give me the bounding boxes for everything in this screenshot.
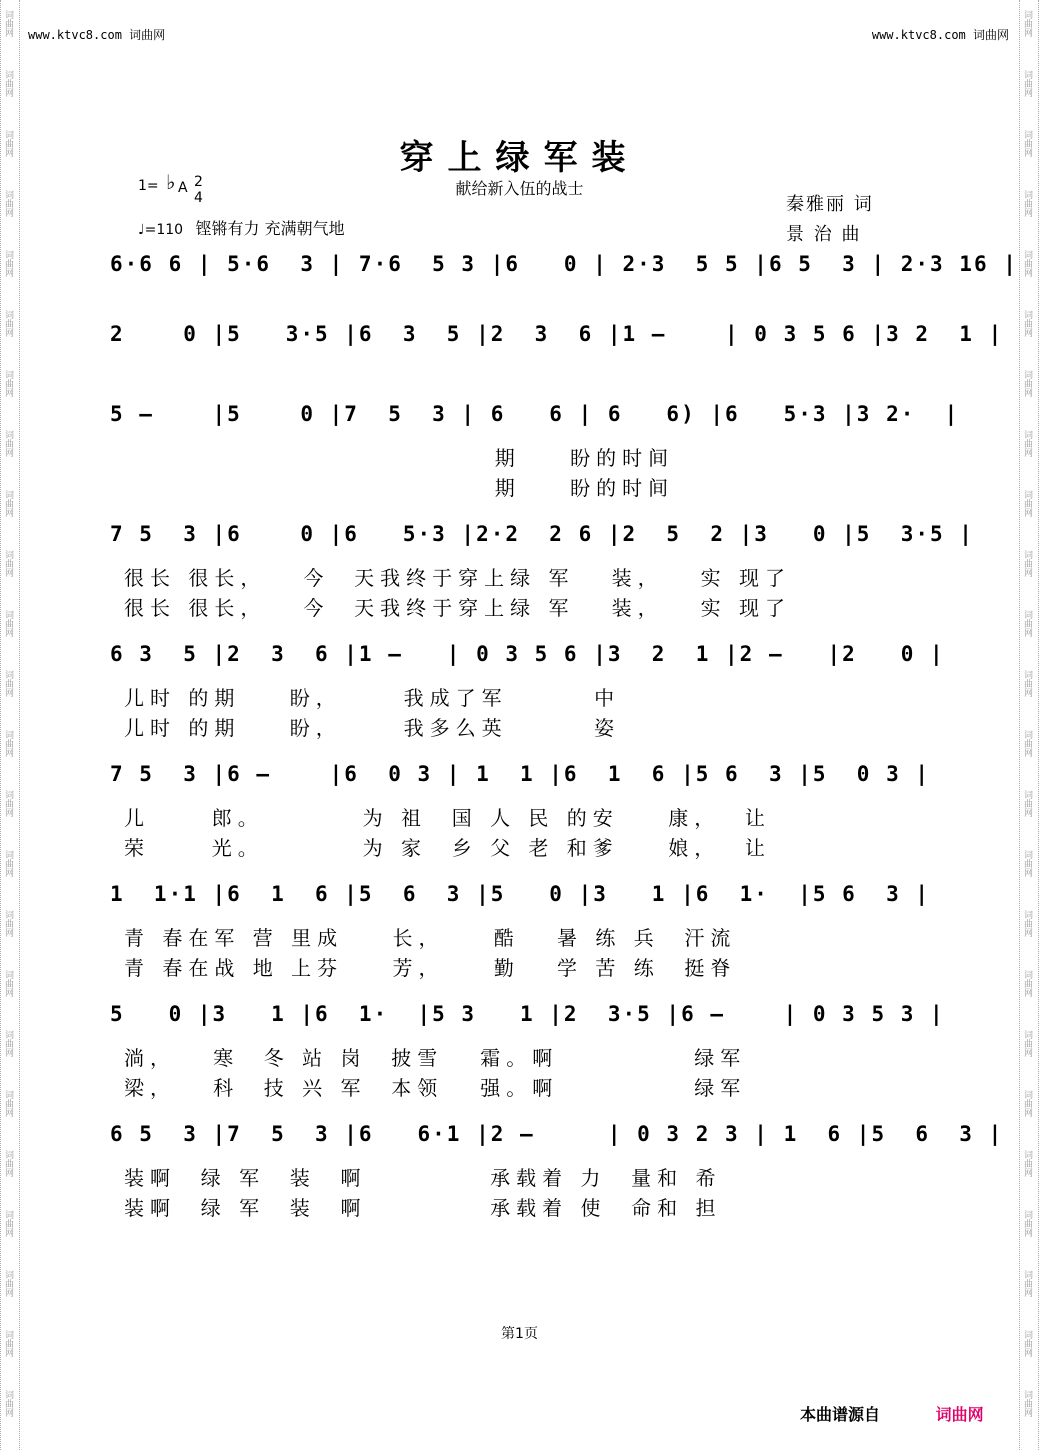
notes-line: 6 3 5 |2 3 6 |1 – | 0 3 5 6 |3 2 1 |2 – |2 0 |	[110, 642, 945, 666]
side-watermark-text: 词曲网	[3, 550, 13, 577]
side-watermark-text: 词曲网	[1022, 550, 1032, 577]
side-watermark-text: 词曲网	[3, 10, 13, 37]
side-watermark-text: 词曲网	[3, 730, 13, 757]
score-line	[110, 522, 974, 622]
lyrics-verse-2: 儿时 的期 盼， 我多么英 姿	[124, 716, 621, 740]
side-watermark-text: 词曲网	[3, 1090, 13, 1117]
side-watermark-text: 词曲网	[1022, 190, 1032, 217]
score-line	[110, 402, 960, 502]
side-watermark-text: 词曲网	[1022, 1330, 1032, 1357]
notes-line: 7 5 3 |6 0 |6 5·3 |2·2 2 6 |2 5 2 |3 0 |5 3·5 |	[110, 522, 974, 546]
tempo-value: ♩=110	[138, 222, 184, 238]
notes-line: 6 5 3 |7 5 3 |6 6·1 |2 – | 0 3 2 3 | 1 6 |5 6 3 |	[110, 1122, 1004, 1146]
side-watermark-text: 词曲网	[1022, 730, 1032, 757]
side-watermark-text: 词曲网	[1022, 970, 1032, 997]
lyrics-verse-2: 装啊 绿 军 装 啊 承载着 使 命和 担	[124, 1196, 722, 1220]
tempo-marking	[138, 216, 345, 239]
lyrics-verse-1: 青 春在军 营 里成 长， 酷 暑 练 兵 汗流	[124, 926, 737, 950]
expression-text: 铿锵有力 充满朝气地	[195, 219, 345, 238]
side-watermark-text: 词曲网	[1022, 850, 1032, 877]
notes-line: 1 1·1 |6 1 6 |5 6 3 |5 0 |3 1 |6 1· |5 6 3 |	[110, 882, 931, 906]
footer-brand[interactable]: 词曲网	[935, 1405, 984, 1424]
side-watermark-text: 词曲网	[3, 310, 13, 337]
key-signature	[138, 170, 203, 206]
side-watermark-text: 词曲网	[3, 1210, 13, 1237]
lyrics-verse-1: 儿 郎。 为 祖 国 人 民 的安 康， 让	[124, 806, 771, 830]
side-watermark-text: 词曲网	[3, 1030, 13, 1057]
side-watermark-text: 词曲网	[1022, 1090, 1032, 1117]
side-watermark-text: 词曲网	[1022, 430, 1032, 457]
side-watermark-text: 词曲网	[1022, 1030, 1032, 1057]
side-watermark-text: 词曲网	[3, 790, 13, 817]
song-title: 穿上绿军装	[399, 138, 640, 178]
side-watermark-text: 词曲网	[1022, 250, 1032, 277]
side-watermark-text: 词曲网	[1022, 490, 1032, 517]
side-watermark-text: 词曲网	[1022, 10, 1032, 37]
notes-line: 2 0 |5 3·5 |6 3 5 |2 3 6 |1 – | 0 3 5 6 |3 2 1 |	[110, 322, 1004, 346]
lyrics-verse-1	[124, 292, 950, 322]
lyrics-verse-1: 儿时 的期 盼， 我成了军 中	[124, 686, 621, 710]
footer-source	[800, 1402, 984, 1425]
side-watermark-text: 词曲网	[3, 610, 13, 637]
side-watermark-text: 词曲网	[3, 970, 13, 997]
side-watermark-text: 词曲网	[3, 70, 13, 97]
time-bottom: 4	[194, 190, 203, 206]
side-watermark-text: 词曲网	[3, 250, 13, 277]
footer-label: 本曲谱源自	[800, 1405, 881, 1424]
lyrics-verse-1: 很长 很长， 今 天我终于穿上绿 军 装， 实 现了	[124, 566, 792, 590]
score-line	[110, 762, 950, 862]
side-watermark-text: 词曲网	[1022, 310, 1032, 337]
side-watermark-text: 词曲网	[3, 1390, 13, 1417]
notes-line: 5 0 |3 1 |6 1· |5 3 1 |2 3·5 |6 – | 0 3 5 3 |	[110, 1002, 945, 1026]
notes-line: 7 5 3 |6 – |6 0 3 | 1 1 |6 1 6 |5 6 3 |5 0 3 |	[110, 762, 931, 786]
side-watermark-text: 词曲网	[1022, 910, 1032, 937]
side-watermark-text: 词曲网	[1022, 1210, 1032, 1237]
score-line	[110, 642, 950, 742]
lyrics-verse-2: 青 春在战 地 上芬 芳， 勤 学 苦 练 挺脊	[124, 956, 737, 980]
side-watermark-text: 词曲网	[1022, 1150, 1032, 1177]
key-label: 1=	[138, 178, 159, 194]
side-watermark-text: 词曲网	[1022, 670, 1032, 697]
header-site-left[interactable]: www.ktvc8.com 词曲网	[28, 28, 166, 42]
right-watermark-strip	[1019, 0, 1039, 1450]
side-watermark-text: 词曲网	[3, 430, 13, 457]
page-number: 第1页	[501, 1326, 538, 1342]
notes-line: 6·6 6 | 5·6 3 | 7·6 5 3 |6 0 | 2·3 5 5 |6 5 3 | 2·3 16 |	[110, 252, 1018, 276]
lyrics-verse-2: 梁， 科 技 兴 军 本领 强。啊 绿军	[124, 1076, 747, 1100]
side-watermark-text: 词曲网	[3, 1330, 13, 1357]
side-watermark-text: 词曲网	[1022, 790, 1032, 817]
left-watermark-strip	[0, 0, 20, 1450]
side-watermark-text: 词曲网	[3, 1150, 13, 1177]
lyrics-verse-1: 装啊 绿 军 装 啊 承载着 力 量和 希	[124, 1166, 722, 1190]
song-subtitle: 献给新入伍的战士	[455, 179, 584, 198]
lyrics-verse-2: 很长 很长， 今 天我终于穿上绿 军 装， 实 现了	[124, 596, 792, 620]
score-line	[110, 1122, 1004, 1222]
side-watermark-text: 词曲网	[3, 190, 13, 217]
lyrics-verse-1: 淌， 寒 冬 站 岗 披雪 霜。啊 绿军	[124, 1046, 747, 1070]
side-watermark-text: 词曲网	[3, 490, 13, 517]
side-watermark-text: 词曲网	[3, 1270, 13, 1297]
side-watermark-text: 词曲网	[1022, 610, 1032, 637]
key-note: A	[178, 180, 188, 196]
lyrics-verse-1: 期 盼的时间	[124, 446, 675, 470]
side-watermark-text: 词曲网	[3, 130, 13, 157]
side-watermark-text: 词曲网	[3, 670, 13, 697]
composer-credit: 景 治 曲	[786, 224, 862, 245]
lyrics-verse-1	[124, 362, 950, 392]
side-watermark-text: 词曲网	[3, 850, 13, 877]
time-signature	[194, 174, 203, 206]
score-line	[110, 1002, 950, 1102]
flat-icon: ♭	[166, 170, 176, 194]
side-watermark-text: 词曲网	[3, 370, 13, 397]
side-watermark-text: 词曲网	[1022, 70, 1032, 97]
lyrics-verse-2: 期 盼的时间	[124, 476, 675, 500]
lyricist-credit: 秦雅丽 词	[786, 194, 874, 215]
notes-line: 5 – |5 0 |7 5 3 | 6 6 | 6 6) |6 5·3 |3 2· |	[110, 402, 960, 426]
lyrics-verse-2: 荣 光。 为 家 乡 父 老 和爹 娘， 让	[124, 836, 771, 860]
header-site-right[interactable]: www.ktvc8.com 词曲网	[871, 28, 1009, 42]
score-line	[110, 882, 950, 982]
side-watermark-text: 词曲网	[1022, 1270, 1032, 1297]
side-watermark-text: 词曲网	[1022, 1390, 1032, 1417]
side-watermark-text: 词曲网	[3, 910, 13, 937]
side-watermark-text: 词曲网	[1022, 130, 1032, 157]
side-watermark-text: 词曲网	[1022, 370, 1032, 397]
time-top: 2	[194, 174, 203, 190]
